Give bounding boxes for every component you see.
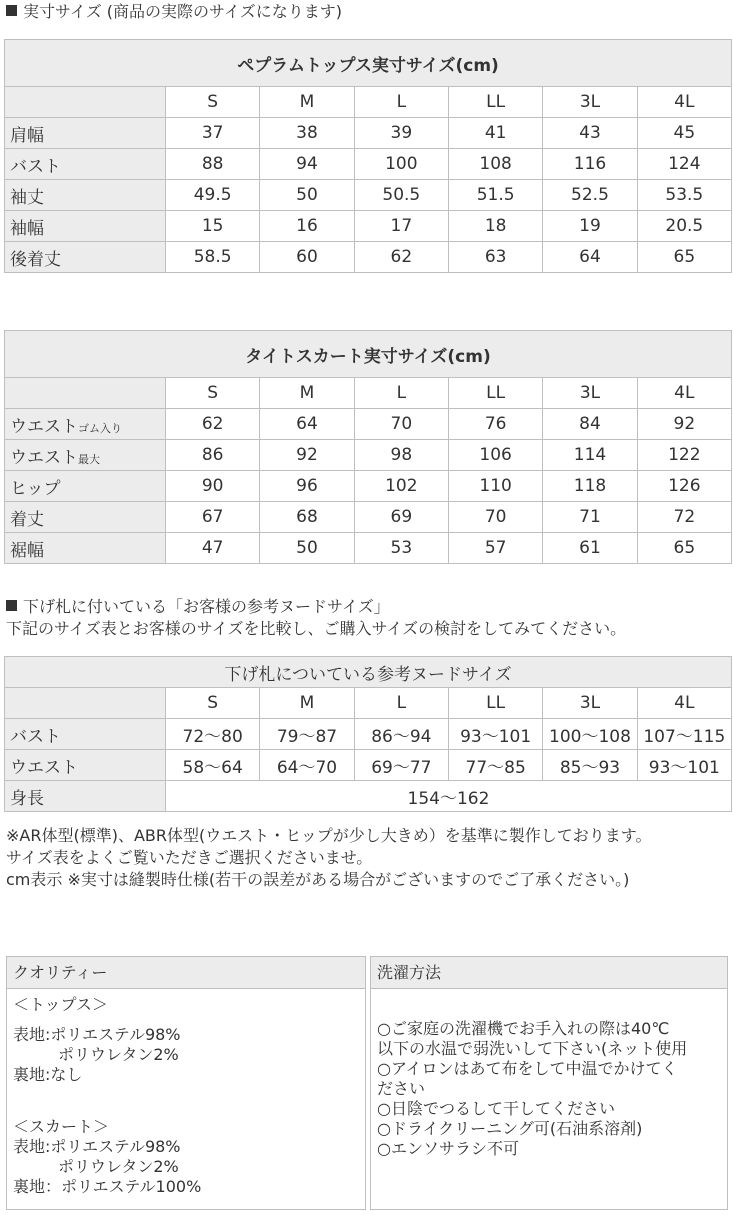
tops-size-table xyxy=(4,39,732,273)
cell-value: 100 xyxy=(354,149,448,180)
cell-value: 106 xyxy=(448,440,542,471)
size-header: S xyxy=(166,688,260,719)
table-header-row xyxy=(5,378,732,409)
nude-size-table xyxy=(4,656,732,812)
material-line: ポリウレタン2% xyxy=(58,1045,179,1064)
square-bullet-icon xyxy=(6,5,17,16)
washing-line: 以下の水温で弱洗いして下さい(ネット使用 xyxy=(377,1039,688,1058)
table-row xyxy=(5,211,732,242)
row-label: 後着丈 xyxy=(5,242,166,273)
cell-value: 52.5 xyxy=(543,180,637,211)
row-label: ウエスト xyxy=(5,750,166,781)
cell-value: 47 xyxy=(166,533,260,564)
cell-value: 110 xyxy=(448,471,542,502)
row-label: 着丈 xyxy=(5,502,166,533)
skirt-size-table xyxy=(4,330,732,564)
cell-value: 102 xyxy=(354,471,448,502)
cell-value: 72 xyxy=(637,502,731,533)
cell-value: 19 xyxy=(543,211,637,242)
cell-value: 124 xyxy=(637,149,731,180)
cell-value: 58.5 xyxy=(166,242,260,273)
skirt-table-title: タイトスカート実寸サイズ(cm) xyxy=(5,331,732,378)
cell-value: 50 xyxy=(260,533,354,564)
table-row xyxy=(5,440,732,471)
material-line: 裏地:なし xyxy=(13,1065,83,1084)
size-header: 3L xyxy=(543,688,637,719)
size-header: M xyxy=(260,688,354,719)
cell-value: 69〜77 xyxy=(354,750,448,781)
cell-value: 90 xyxy=(166,471,260,502)
row-label: ウエストゴム入り xyxy=(5,409,166,440)
note-line: cm表示 ※実寸は縫製時仕様(若干の誤差がある場合がございますのでご了承ください。) xyxy=(6,870,630,889)
cell-value: 65 xyxy=(637,533,731,564)
material-line: ポリウレタン2% xyxy=(58,1157,179,1176)
cell-value: 62 xyxy=(166,409,260,440)
square-bullet-icon xyxy=(6,600,17,611)
row-label: バスト xyxy=(5,149,166,180)
nude-size-description: 下記のサイズ表とお客様のサイズを比較し、ご購入サイズの検討をしてみてください。 xyxy=(6,619,627,638)
table-row xyxy=(5,502,732,533)
row-label: 裾幅 xyxy=(5,533,166,564)
cell-value: 64 xyxy=(543,242,637,273)
table-row xyxy=(5,781,732,812)
row-label: バスト xyxy=(5,719,166,750)
cell-value: 50.5 xyxy=(354,180,448,211)
cell-value: 63 xyxy=(448,242,542,273)
cell-value: 17 xyxy=(354,211,448,242)
cell-value: 61 xyxy=(543,533,637,564)
cell-value: 86〜94 xyxy=(354,719,448,750)
cell-value: 98 xyxy=(354,440,448,471)
cell-value: 64 xyxy=(260,409,354,440)
size-header: 4L xyxy=(637,378,731,409)
row-label: 身長 xyxy=(5,781,166,812)
cell-value: 77〜85 xyxy=(448,750,542,781)
material-line: 表地:ポリエステル98% xyxy=(13,1137,181,1156)
cell-value: 18 xyxy=(448,211,542,242)
material-line: 裏地：ポリエステル100% xyxy=(13,1177,202,1196)
size-header: L xyxy=(354,378,448,409)
cell-value: 39 xyxy=(354,118,448,149)
cell-value: 69 xyxy=(354,502,448,533)
table-row xyxy=(5,750,732,781)
washing-line: ○ドライクリーニング可(石油系溶剤) xyxy=(377,1119,643,1138)
table-row xyxy=(5,533,732,564)
washing-line: ○アイロンはあて布をして中温でかけてく xyxy=(377,1059,678,1078)
table-row xyxy=(5,471,732,502)
size-header: M xyxy=(260,87,354,118)
washing-body xyxy=(371,989,727,1159)
size-header: 3L xyxy=(543,378,637,409)
cell-value: 92 xyxy=(637,409,731,440)
cell-value: 107〜115 xyxy=(637,719,731,750)
table-row xyxy=(5,409,732,440)
cell-value: 57 xyxy=(448,533,542,564)
cell-value: 114 xyxy=(543,440,637,471)
washing-line: ○日陰でつるして干してください xyxy=(377,1099,615,1118)
cell-value: 94 xyxy=(260,149,354,180)
nude-table-title: 下げ札についている参考ヌードサイズ xyxy=(5,657,732,688)
cell-value: 79〜87 xyxy=(260,719,354,750)
section-heading-actual-size: 実寸サイズ (商品の実際のサイズになります) xyxy=(6,2,342,22)
cell-value: 96 xyxy=(260,471,354,502)
row-label-note: 最大 xyxy=(78,452,100,466)
cell-value: 88 xyxy=(166,149,260,180)
cell-value: 64〜70 xyxy=(260,750,354,781)
section-heading-nude-size: 下げ札に付いている「お客様の参考ヌードサイズ」 xyxy=(6,597,390,617)
size-header: S xyxy=(166,378,260,409)
table-row xyxy=(5,242,732,273)
cell-value: 37 xyxy=(166,118,260,149)
cell-value: 126 xyxy=(637,471,731,502)
cell-value: 67 xyxy=(166,502,260,533)
size-header: L xyxy=(354,688,448,719)
table-header-row xyxy=(5,688,732,719)
cell-value: 68 xyxy=(260,502,354,533)
washing-title: 洗濯方法 xyxy=(371,957,727,989)
cell-value: 15 xyxy=(166,211,260,242)
cell-value: 51.5 xyxy=(448,180,542,211)
table-row xyxy=(5,719,732,750)
row-label-note: ゴム入り xyxy=(78,421,122,435)
note-line: ※AR体型(標準)、ABR体型(ウエスト・ヒップが少し大きめ）を基準に製作しております。 xyxy=(6,826,652,845)
size-header: L xyxy=(354,87,448,118)
cell-value: 84 xyxy=(543,409,637,440)
cell-value: 116 xyxy=(543,149,637,180)
table-row xyxy=(5,180,732,211)
cell-value: 72〜80 xyxy=(166,719,260,750)
size-header: 4L xyxy=(637,87,731,118)
cell-value: 53.5 xyxy=(637,180,731,211)
cell-value: 93〜101 xyxy=(637,750,731,781)
cell-value: 71 xyxy=(543,502,637,533)
quality-box xyxy=(6,956,366,1210)
washing-line: ○エンソサラシ不可 xyxy=(377,1139,519,1158)
tops-table-title: ペプラムトップス実寸サイズ(cm) xyxy=(5,40,732,87)
size-header: LL xyxy=(448,87,542,118)
size-header: S xyxy=(166,87,260,118)
cell-value: 108 xyxy=(448,149,542,180)
cell-value: 50 xyxy=(260,180,354,211)
cell-value: 86 xyxy=(166,440,260,471)
cell-value: 49.5 xyxy=(166,180,260,211)
note-line: サイズ表をよくご覧いただきご選択くださいませ。 xyxy=(6,848,373,867)
cell-value: 38 xyxy=(260,118,354,149)
table-header-row xyxy=(5,87,732,118)
size-header: 4L xyxy=(637,688,731,719)
cell-value: 93〜101 xyxy=(448,719,542,750)
washing-line: ○ご家庭の洗濯機でお手入れの際は40℃ xyxy=(377,1019,670,1038)
cell-value: 70 xyxy=(448,502,542,533)
row-label: ヒップ xyxy=(5,471,166,502)
cell-value: 20.5 xyxy=(637,211,731,242)
cell-value: 16 xyxy=(260,211,354,242)
cell-value: 45 xyxy=(637,118,731,149)
washing-line: ださい xyxy=(377,1079,426,1098)
cell-value: 100〜108 xyxy=(543,719,637,750)
cell-value: 43 xyxy=(543,118,637,149)
size-header: M xyxy=(260,378,354,409)
skirt-heading: ＜スカート＞ xyxy=(13,1117,110,1136)
material-line: 表地:ポリエステル98% xyxy=(13,1025,181,1044)
cell-value: 154〜162 xyxy=(166,781,732,812)
cell-value: 41 xyxy=(448,118,542,149)
table-row xyxy=(5,149,732,180)
cell-value: 85〜93 xyxy=(543,750,637,781)
cell-value: 92 xyxy=(260,440,354,471)
cell-value: 58〜64 xyxy=(166,750,260,781)
cell-value: 118 xyxy=(543,471,637,502)
row-label: 肩幅 xyxy=(5,118,166,149)
row-label: ウエスト最大 xyxy=(5,440,166,471)
cell-value: 76 xyxy=(448,409,542,440)
cell-value: 122 xyxy=(637,440,731,471)
row-label: 袖丈 xyxy=(5,180,166,211)
size-header: 3L xyxy=(543,87,637,118)
cell-value: 70 xyxy=(354,409,448,440)
size-header: LL xyxy=(448,378,542,409)
cell-value: 60 xyxy=(260,242,354,273)
cell-value: 65 xyxy=(637,242,731,273)
cell-value: 62 xyxy=(354,242,448,273)
cell-value: 53 xyxy=(354,533,448,564)
quality-title: クオリティー xyxy=(7,957,365,989)
quality-body xyxy=(7,989,365,1197)
tops-heading: ＜トップス＞ xyxy=(13,995,108,1014)
row-label: 袖幅 xyxy=(5,211,166,242)
table-row xyxy=(5,118,732,149)
washing-box xyxy=(370,956,728,1210)
size-header: LL xyxy=(448,688,542,719)
